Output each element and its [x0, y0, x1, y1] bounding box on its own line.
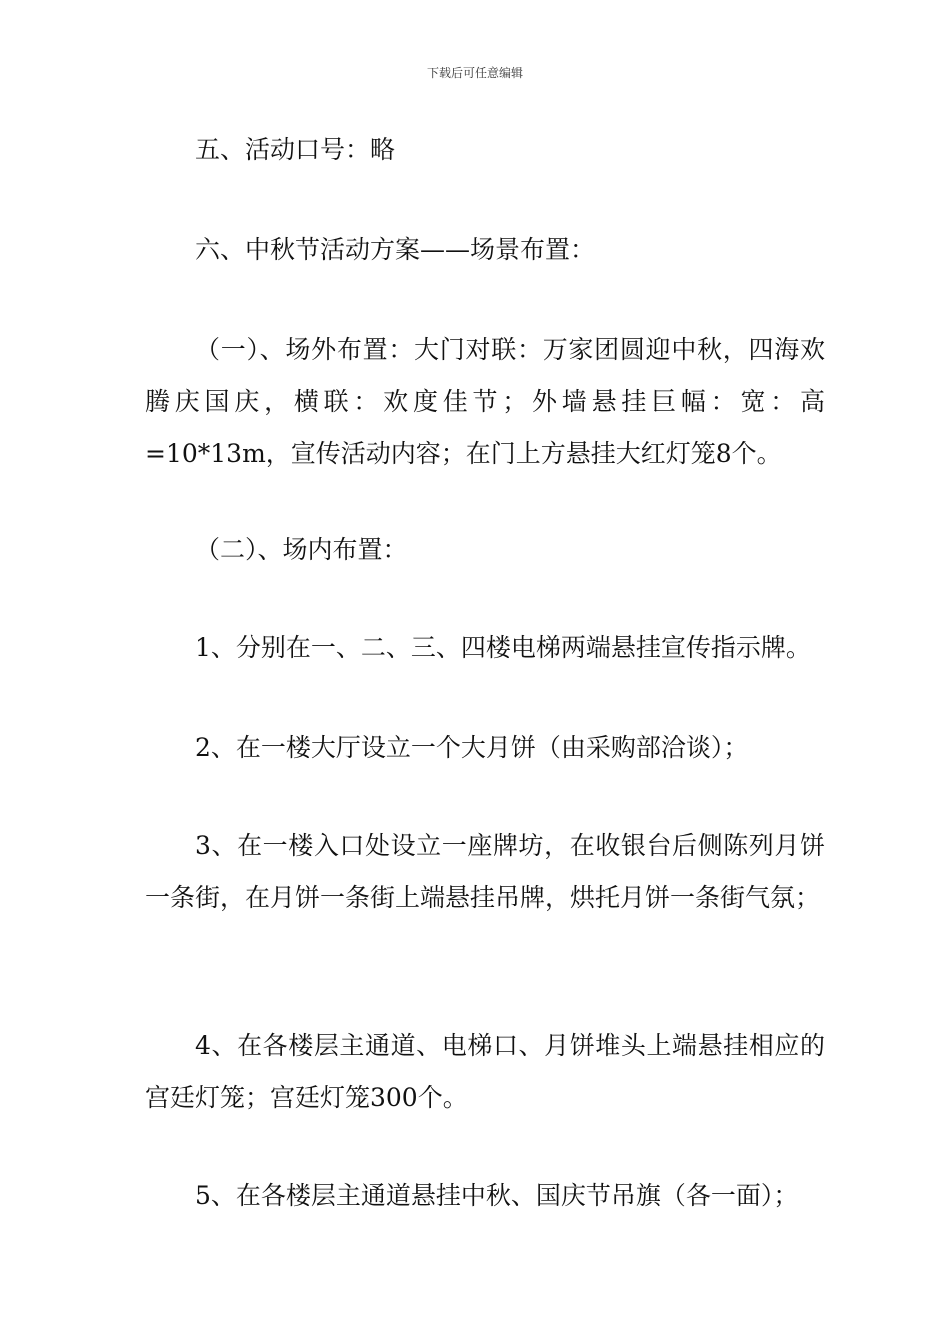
list-item-1: 1、分别在一、二、三、四楼电梯两端悬挂宣传指示牌。 [195, 633, 811, 662]
outdoor-layout-paragraph: （一）、场外布置：大门对联：万家团圆迎中秋，四海欢腾庆国庆，横联：欢度佳节；外墙悬挂巨幅：宽：高=10*13m，宣传活动内容；在门上方悬挂大红灯笼8个。 [145, 335, 825, 468]
page-header: 下载后可任意编辑 [426, 66, 523, 80]
slogan-paragraph: 五、活动口号：略 [195, 135, 396, 164]
list-item-5: 5、在各楼层主通道悬挂中秋、国庆节吊旗（各一面）； [195, 1181, 799, 1210]
list-item-2: 2、在一楼大厅设立一个大月饼（由采购部洽谈）； [195, 733, 749, 762]
indoor-layout-heading: （二）、场内布置： [195, 535, 408, 564]
list-item-3: 3、在一楼入口处设立一座牌坊，在收银台后侧陈列月饼一条街，在月饼一条街上端悬挂吊牌，烘托月饼一条街气氛； [145, 831, 825, 912]
list-item-4: 4、在各楼层主通道、电梯口、月饼堆头上端悬挂相应的宫廷灯笼；宫廷灯笼300个。 [145, 1031, 825, 1112]
scene-layout-heading: 六、中秋节活动方案——场景布置： [195, 235, 596, 264]
